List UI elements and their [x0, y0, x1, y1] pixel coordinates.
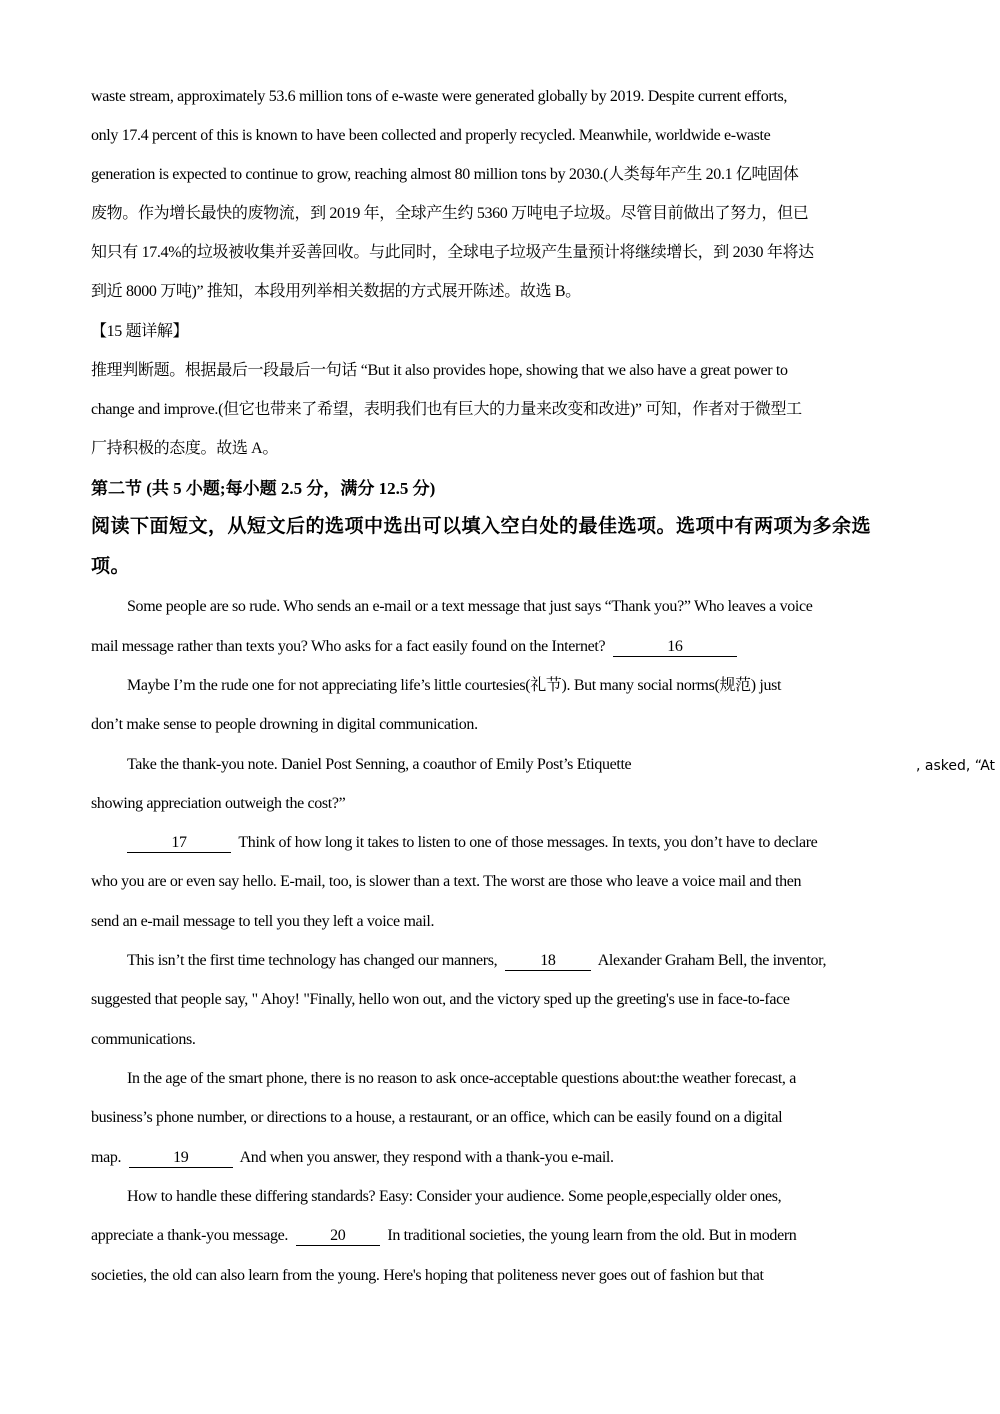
- passage-p5-line-2: suggested that people say, " Ahoy! "Finally, hello won out, and the victory sped up the greeting's use in face-to-face: [91, 991, 790, 1008]
- passage-p4-line-2: who you are or even say hello. E-mail, too, is slower than a text. The worst are those who leave a voice mail and then: [91, 873, 802, 890]
- passage-p6-line-2: business’s phone number, or directions to a house, a restaurant, or an office, which can be easily found on a digital: [91, 1109, 783, 1126]
- passage-p2-line-1: Maybe I’m the rude one for not appreciating life’s little courtesies(礼节). But many social norms(规范) just: [127, 677, 782, 694]
- explanation-14-line-4: 废物。作为增长最快的废物流，到 2019 年，全球产生约 5360 万吨电子垃圾。尽管目前做出了努力，但已: [91, 205, 809, 222]
- explanation-14-line-3: generation is expected to continue to grow, reaching almost 80 million tons by 2030.(人类每年产生 20.1 亿吨固体: [91, 166, 799, 183]
- passage-p7-line-2b: In traditional societies, the young learn from the old. But in modern: [387, 1227, 797, 1244]
- explanation-14-line-1: waste stream, approximately 53.6 million tons of e-waste were generated globally by 2019. Despite current efforts,: [91, 88, 788, 105]
- explanation-15-heading: 【15 题详解】: [91, 323, 189, 340]
- passage-p3-line-1-tail: , asked, “At: [916, 758, 996, 774]
- explanation-14-line-2: only 17.4 percent of this is known to have been collected and properly recycled. Meanwhile, worldwide e-waste: [91, 127, 771, 144]
- blank-19: 19: [129, 1149, 233, 1168]
- explanation-15-line-1: 推理判断题。根据最后一段最后一句话 “But it also provides hope, showing that we also have a great power to: [91, 362, 788, 379]
- passage-p6-line-3a: map.: [91, 1149, 122, 1166]
- passage-p4-line-3: send an e-mail message to tell you they left a voice mail.: [91, 913, 435, 930]
- passage-p2-line-2: don’t make sense to people drowning in digital communication.: [91, 716, 478, 733]
- blank-16: 16: [613, 638, 737, 657]
- explanation-15-line-3: 厂持积极的态度。故选 A。: [91, 440, 279, 457]
- section-two-instruction-line-1: 阅读下面短文，从短文后的选项中选出可以填入空白处的最佳选项。选项中有两项为多余选: [91, 516, 872, 537]
- passage-p1-line-2-text: mail message rather than texts you? Who asks for a fact easily found on the Internet?: [91, 638, 606, 655]
- explanation-14-line-5: 知只有 17.4%的垃圾被收集并妥善回收。与此同时，全球电子垃圾产生量预计将继续增长，到 2030 年将达: [91, 244, 814, 261]
- passage-p5-line-1b: Alexander Graham Bell, the inventor,: [597, 952, 827, 969]
- passage-p3-line-1: Take the thank-you note. Daniel Post Senning, a coauthor of Emily Post’s Etiquette: [127, 756, 632, 773]
- passage-p5-line-3: communications.: [91, 1031, 196, 1048]
- blank-18: 18: [505, 952, 591, 971]
- passage-p4-line-1: [127, 833, 817, 853]
- passage-p5-line-1a: This isn’t the first time technology has changed our manners,: [127, 952, 498, 969]
- passage-p6-line-3: [91, 1148, 614, 1168]
- explanation-15-line-2: change and improve.(但它也带来了希望，表明我们也有巨大的力量来改变和改进)” 可知，作者对于微型工: [91, 401, 802, 418]
- explanation-14-line-6: 到近 8000 万吨)” 推知，本段用列举相关数据的方式展开陈述。故选 B。: [91, 283, 581, 300]
- passage-p6-line-3b: And when you answer, they respond with a thank-you e-mail.: [239, 1149, 614, 1166]
- passage-p7-line-2: [91, 1226, 796, 1246]
- passage-p7-line-3: societies, the old can also learn from the young. Here's hoping that politeness never goes out of fashion but that: [91, 1267, 764, 1284]
- section-two-instruction-line-2: 项。: [91, 556, 131, 577]
- passage-p7-line-2a: appreciate a thank-you message.: [91, 1227, 289, 1244]
- passage-p7-line-1: How to handle these differing standards? Easy: Consider your audience. Some people,especially older ones,: [127, 1188, 782, 1205]
- passage-p5-line-1: [127, 951, 826, 971]
- blank-20: 20: [296, 1227, 380, 1246]
- passage-p1-line-2: [91, 637, 737, 657]
- passage-p1-line-1: Some people are so rude. Who sends an e-mail or a text message that just says “Thank you?” Who leaves a voice: [127, 598, 813, 615]
- passage-p3-line-2: showing appreciation outweigh the cost?”: [91, 795, 346, 812]
- passage-p4-line-1-text: Think of how long it takes to listen to one of those messages. In texts, you don’t have to declare: [238, 834, 818, 851]
- blank-17: 17: [127, 834, 231, 853]
- passage-p6-line-1: In the age of the smart phone, there is no reason to ask once-acceptable questions about:the weather forecast, a: [127, 1070, 796, 1087]
- section-two-title: 第二节 (共 5 小题;每小题 2.5 分，满分 12.5 分): [91, 479, 436, 498]
